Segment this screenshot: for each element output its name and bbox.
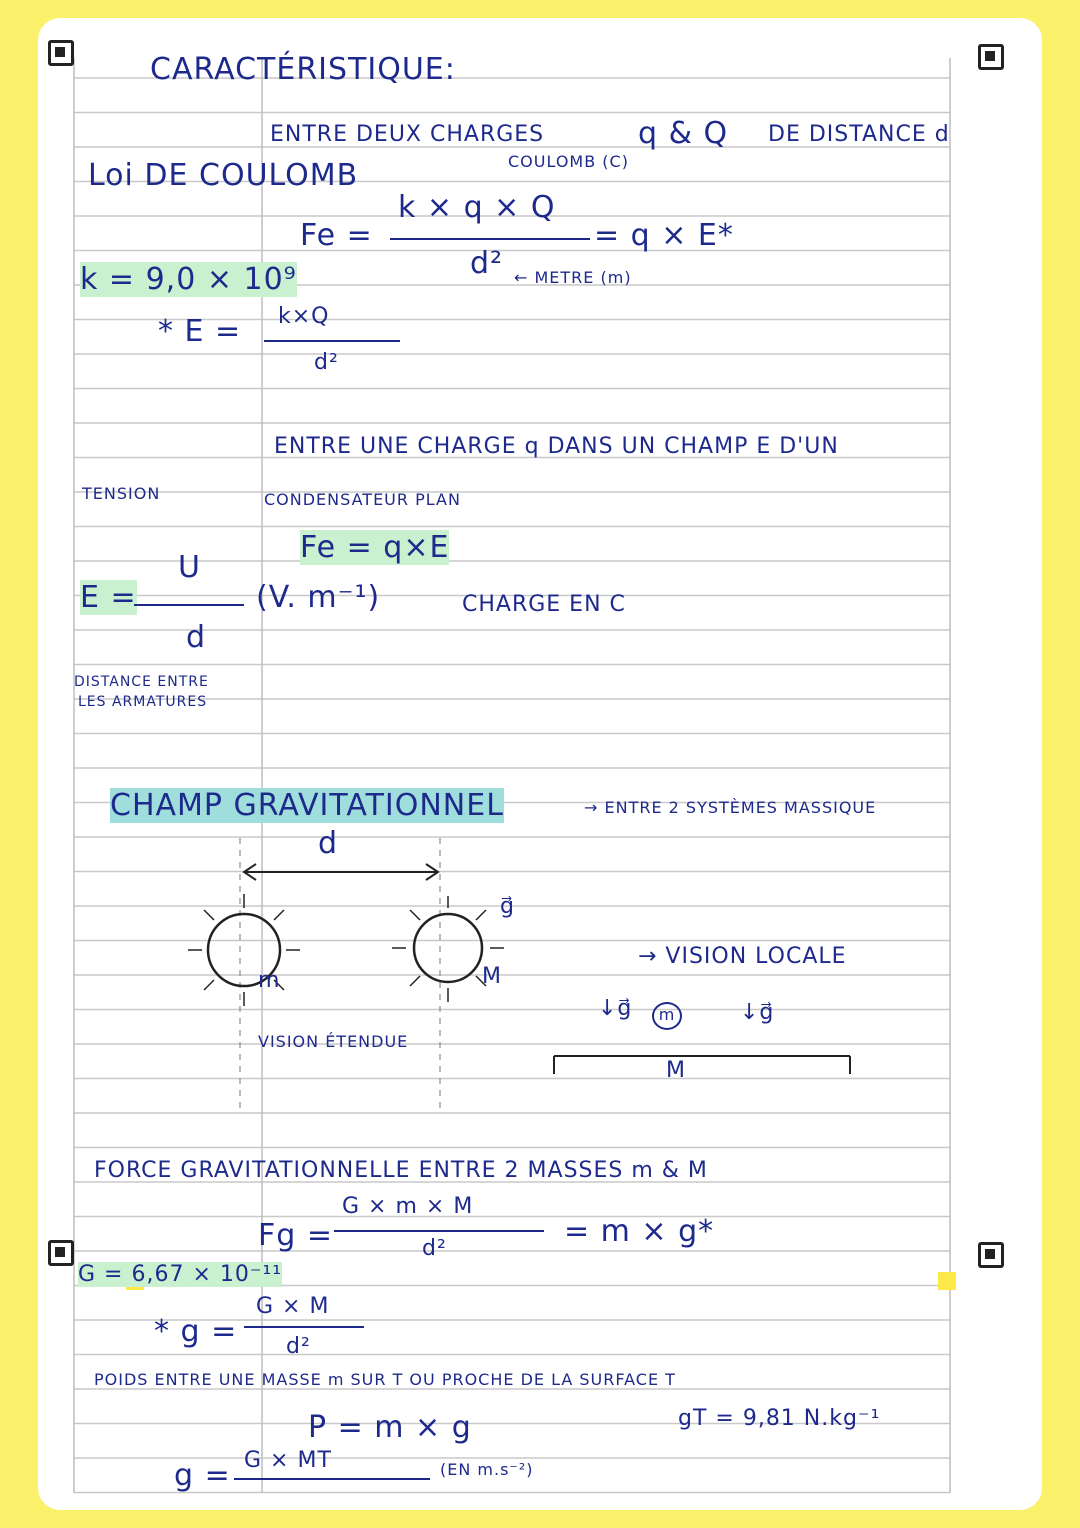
e-denominator: d² bbox=[314, 350, 339, 375]
fe-numerator: k × q × Q bbox=[398, 190, 556, 225]
label-d-distance: d bbox=[318, 826, 339, 861]
fe-label: Fe = bbox=[300, 218, 373, 253]
highlight-square-right bbox=[938, 1272, 956, 1290]
heading-force-gravitationnelle: FORCE GRAVITATIONNELLE ENTRE 2 MASSES m & M bbox=[94, 1158, 708, 1183]
fe-fraction-bar bbox=[390, 238, 590, 240]
text-distance: DE DISTANCE d bbox=[768, 122, 950, 147]
metre-note: ← METRE (m) bbox=[514, 268, 632, 287]
circled-mass: m bbox=[652, 1002, 682, 1030]
text-poids-line: POIDS ENTRE UNE MASSE m SUR T OU PROCHE DE LA SURFACE T bbox=[94, 1370, 676, 1389]
gt-value: gT = 9,81 N.kg⁻¹ bbox=[678, 1406, 881, 1431]
text-charges: q & Q bbox=[638, 116, 729, 151]
label-g-vector: g⃗ bbox=[500, 894, 515, 919]
fe-rhs: = q × E* bbox=[594, 218, 734, 253]
fe-denominator: d² bbox=[470, 246, 504, 281]
charge-note: CHARGE EN C bbox=[462, 592, 626, 617]
g-bottom-label: g = bbox=[174, 1458, 231, 1493]
g-label: * g = bbox=[154, 1314, 238, 1349]
label-g-local-1: ↓g⃗ bbox=[598, 996, 633, 1021]
label-m-small: m bbox=[258, 968, 281, 993]
g-bottom-numerator: G × MT bbox=[244, 1448, 332, 1473]
fg-denominator: d² bbox=[422, 1236, 447, 1261]
corner-marker-top-right bbox=[978, 44, 1004, 70]
corner-marker-bottom-left bbox=[48, 1240, 74, 1266]
text-coulomb-unit: COULOMB (C) bbox=[508, 152, 629, 171]
fe-condensateur: Fe = q×E bbox=[300, 530, 450, 565]
g-bottom-unit: (EN m.s⁻²) bbox=[440, 1460, 534, 1479]
label-g-local-2: ↓g⃗ bbox=[740, 1000, 775, 1025]
fg-fraction-bar bbox=[334, 1230, 544, 1232]
heading-caracteristique: CARACTÉRISTIQUE: bbox=[150, 52, 456, 87]
title-loi-coulomb: Loi DE COULOMB bbox=[88, 158, 359, 193]
title-champ-gravitationnel: CHAMP GRAVITATIONNEL bbox=[110, 788, 504, 823]
k-value: k = 9,0 × 10⁹ bbox=[80, 262, 297, 297]
label-tension: TENSION bbox=[82, 484, 161, 503]
gravitation-diagram bbox=[148, 838, 568, 1108]
distance-note-2: LES ARMATURES bbox=[78, 694, 208, 710]
label-m-big: M bbox=[482, 964, 502, 989]
text-entre-une-charge: ENTRE UNE CHARGE q DANS UN CHAMP E D'UN bbox=[274, 434, 839, 459]
label-vision-locale: → VISION LOCALE bbox=[638, 944, 847, 969]
g-constant: G = 6,67 × 10⁻¹¹ bbox=[78, 1262, 283, 1287]
e-condensateur-bar bbox=[134, 604, 244, 606]
g-numerator: G × M bbox=[256, 1294, 330, 1319]
g-fraction-bar bbox=[244, 1326, 364, 1328]
fg-rhs: = m × g* bbox=[564, 1214, 715, 1249]
notebook-page bbox=[38, 18, 1042, 1510]
u-numerator: U bbox=[178, 550, 201, 585]
corner-marker-bottom-right bbox=[978, 1242, 1004, 1268]
text-entre-deux-charges: ENTRE DEUX CHARGES bbox=[270, 122, 545, 147]
e-fraction-bar bbox=[264, 340, 400, 342]
ground-bar bbox=[550, 1048, 854, 1078]
e-numerator: k×Q bbox=[278, 304, 330, 329]
label-M-ground: M bbox=[666, 1058, 686, 1083]
distance-note-1: DISTANCE ENTRE bbox=[74, 674, 209, 690]
text-entre-2-systemes: → ENTRE 2 SYSTÈMES MASSIQUE bbox=[584, 798, 877, 817]
corner-marker-top-left bbox=[48, 40, 74, 66]
e-condensateur-label: E = bbox=[80, 580, 137, 615]
e-label: * E = bbox=[158, 314, 242, 349]
text-condensateur-plan: CONDENSATEUR PLAN bbox=[264, 490, 461, 509]
g-denominator: d² bbox=[286, 1334, 311, 1359]
fg-numerator: G × m × M bbox=[342, 1194, 474, 1219]
d-denominator: d bbox=[186, 620, 207, 655]
p-formula: P = m × g bbox=[308, 1410, 472, 1445]
e-unit: (V. m⁻¹) bbox=[256, 580, 381, 615]
label-vision-etendue: VISION ÉTENDUE bbox=[258, 1032, 409, 1051]
g-bottom-fraction-bar bbox=[234, 1478, 430, 1480]
fg-label: Fg = bbox=[258, 1218, 333, 1253]
